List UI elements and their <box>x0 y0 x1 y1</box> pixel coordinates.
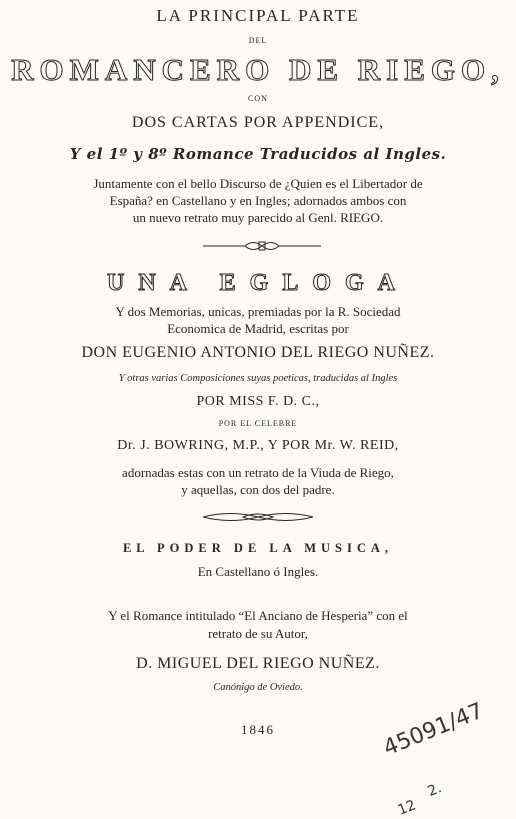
del-label: DEL <box>248 36 268 45</box>
por-el-celebre: POR EL CELEBRE <box>218 419 298 428</box>
ornament-divider-1 <box>203 238 321 254</box>
description-line-2: España? en Castellano y en Ingles; adornados ambos con <box>109 193 407 208</box>
otras-composiciones: Y otras varias Composiciones suyas poeticas, traducidas al Ingles <box>118 373 398 384</box>
poder-musica: EL PODER DE LA MUSICA, <box>122 541 394 555</box>
description-line-3: un nuevo retrato muy parecido al Genl. RIEGO. <box>132 210 384 225</box>
description-line-1: Juntamente con el bello Discurso de ¿Quien es el Libertador de <box>93 176 423 191</box>
romance-2-line-1: Y el Romance intitulado “El Anciano de Hesperia” con el <box>108 608 408 623</box>
memorias-line-1: Y dos Memorias, unicas, premiadas por la R. Sociedad <box>115 304 401 319</box>
handwritten-shelfmark: 45091/47 <box>380 698 488 762</box>
egloga-heading: UNA EGLOGA <box>106 270 410 296</box>
adornadas-line-2: y aquellas, con dos del padre. <box>181 482 335 497</box>
author-name: DON EUGENIO ANTONIO DEL RIEGO NUÑEZ. <box>81 344 435 361</box>
dos-cartas: DOS CARTAS POR APPENDICE, <box>131 114 385 131</box>
miguel-name: D. MIGUEL DEL RIEGO NUÑEZ. <box>136 655 380 672</box>
bowring-line: Dr. J. BOWRING, M.P., Y POR Mr. W. REID, <box>117 438 399 453</box>
romance-line: Y el 1º y 8º Romance Traducidos al Ingles. <box>69 145 447 163</box>
handwritten-number: 12 <box>395 797 419 819</box>
main-title: ROMANCERO DE RIEGO, <box>11 52 505 87</box>
handwritten-note: 2. <box>425 780 444 800</box>
romance-2-line-2: retrato de su Autor, <box>208 626 308 641</box>
castellano-ingles: En Castellano ó Ingles. <box>197 564 319 579</box>
canonigo: Canónigo de Oviedo. <box>213 682 303 693</box>
por-miss: POR MISS F. D. C., <box>196 394 320 409</box>
con-label: CON <box>248 94 268 103</box>
ornament-divider-2 <box>203 508 313 526</box>
adornadas-line-1: adornadas estas con un retrato de la Viuda de Riego, <box>122 465 394 480</box>
title-top: LA PRINCIPAL PARTE <box>156 6 360 25</box>
memorias-line-2: Economica de Madrid, escritas por <box>167 321 349 336</box>
publication-year: 1846 <box>241 722 275 737</box>
